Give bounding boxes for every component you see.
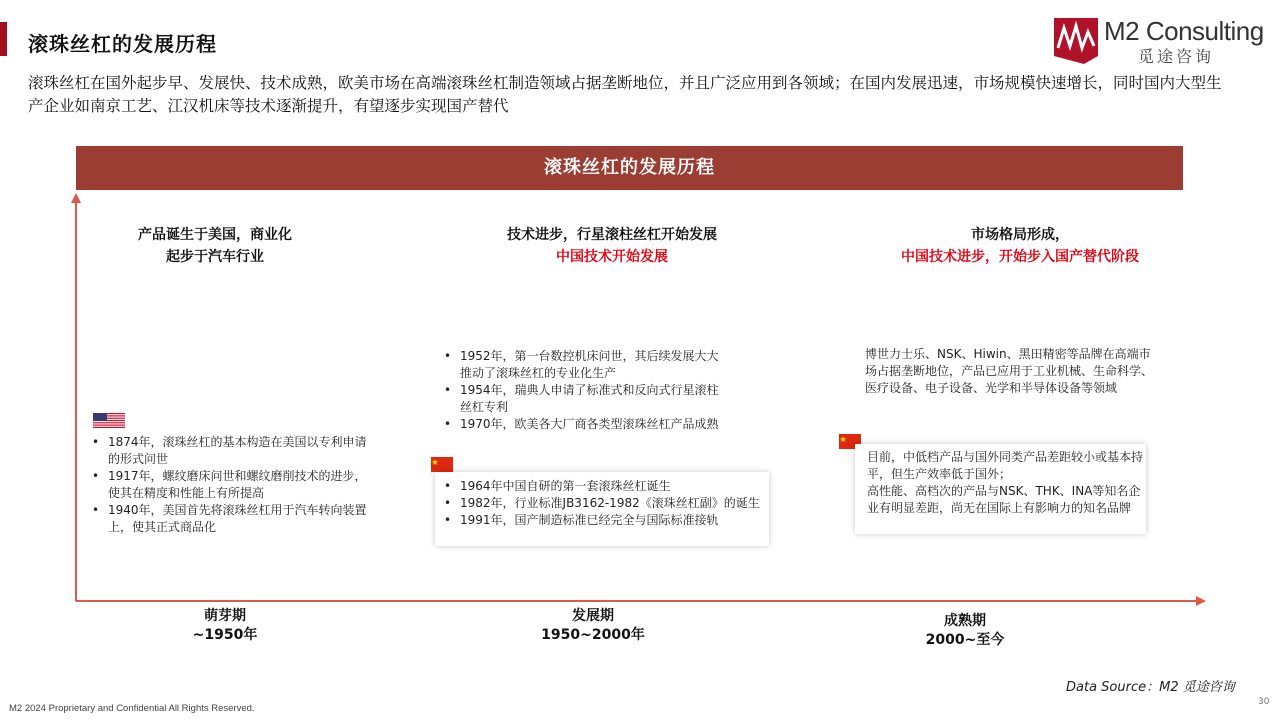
period-3-years: 2000~至今 [925,632,1005,648]
period-1-years: ~1950年 [192,627,258,643]
list-item: • 1917年，螺纹磨床问世和螺纹磨削技术的进步，使其在精度和性能上有所提高 [88,468,378,502]
list-item: • 1982年，行业标准JB3162-1982《滚珠丝杠副》的诞生 [440,495,760,512]
stage-1-heading [110,224,320,268]
stage-3-heading-line1: 市场格局形成， [971,227,1069,243]
stage-1-heading-line2: 起步于汽车行业 [166,249,264,265]
stage-2-heading-line1: 技术进步，行星滚柱丝杠开始发展 [507,227,717,243]
stage-3-heading [870,224,1170,268]
stage-2-china-box [435,472,769,546]
period-2-name: 发展期 [572,608,614,624]
logo-subtitle: 觅途咨询 [1138,47,1215,66]
stage-2-us-list [440,348,730,433]
list-item: • 1940年，美国首先将滚珠丝杠用于汽车转向装置上，使其正式商品化 [88,502,378,536]
data-source: Data Source：M2 觅途咨询 [1066,680,1235,695]
stage-2-heading-line2: 中国技术开始发展 [556,249,668,265]
list-item: • 1970年，欧美各大厂商各类型滚珠丝杠产品成熟 [440,416,730,433]
page-title: 滚珠丝杠的发展历程 [28,32,217,56]
list-item: • 1874年，滚珠丝杠的基本构造在美国以专利申请的形式问世 [88,434,378,468]
footer-copyright: M2 2024 Proprietary and Confidential All Rights Reserved. [9,703,255,714]
stage-3-china-box [855,444,1146,534]
list-item: • 1964年中国自研的第一套滚珠丝杠诞生 [440,478,760,495]
china-flag-icon [431,457,453,472]
intro-paragraph: 滚珠丝杠在国外起步早、发展快、技术成熟，欧美市场在高端滚珠丝杠制造领域占据垄断地位，并且广泛应用到各领域；在国内发展迅速，市场规模快速增长，同时国内大型生产企业如南京工艺、江汉机床等技术逐渐提升，有望逐步实现国产替代 [28,74,1222,115]
stage-2-china-list [440,478,760,529]
period-1-name: 萌芽期 [204,608,246,624]
stage-3-china-text-1: 目前，中低档产品与国外同类产品差距较小或基本持平，但生产效率低于国外； [867,450,1144,481]
period-2-label [518,607,668,645]
list-item: • 1991年，国产制造标准已经完全与国际标准接轨 [440,512,760,529]
us-flag-icon [93,413,125,428]
logo-name: M2 Consulting [1104,16,1264,46]
page-number: 30 [1258,697,1270,707]
list-item: • 1954年，瑞典人申请了标准式和反向式行星滚柱丝杠专利 [440,382,730,416]
period-3-name: 成熟期 [944,613,986,629]
period-3-label [890,612,1040,650]
y-axis-arrow [71,193,81,203]
stage-3-heading-line2: 中国技术进步，开始步入国产替代阶段 [901,249,1139,265]
period-1-label [150,607,300,645]
stage-1-heading-line1: 产品诞生于美国，商业化 [138,227,292,243]
list-item: • 1952年，第一台数控机床问世，其后续发展大大推动了滚珠丝杠的专业化生产 [440,348,730,382]
period-2-years: 1950~2000年 [541,627,645,643]
stage-2-heading [462,224,762,268]
timeline-banner: 滚珠丝杠的发展历程 [76,146,1183,190]
x-axis-arrow [1196,596,1206,606]
stage-1-us-list [88,434,378,536]
stage-3-global-text: 博世力士乐、NSK、Hiwin、黑田精密等品牌在高端市场占据垄断地位，产品已应用于工业机械、生命科学、医疗设备、电子设备、光学和半导体设备等领域 [865,347,1154,395]
stage-3-china-text-2: 高性能、高档次的产品与NSK、THK、INA等知名企业有明显差距，尚无在国际上有影响力的知名品牌 [867,484,1141,515]
